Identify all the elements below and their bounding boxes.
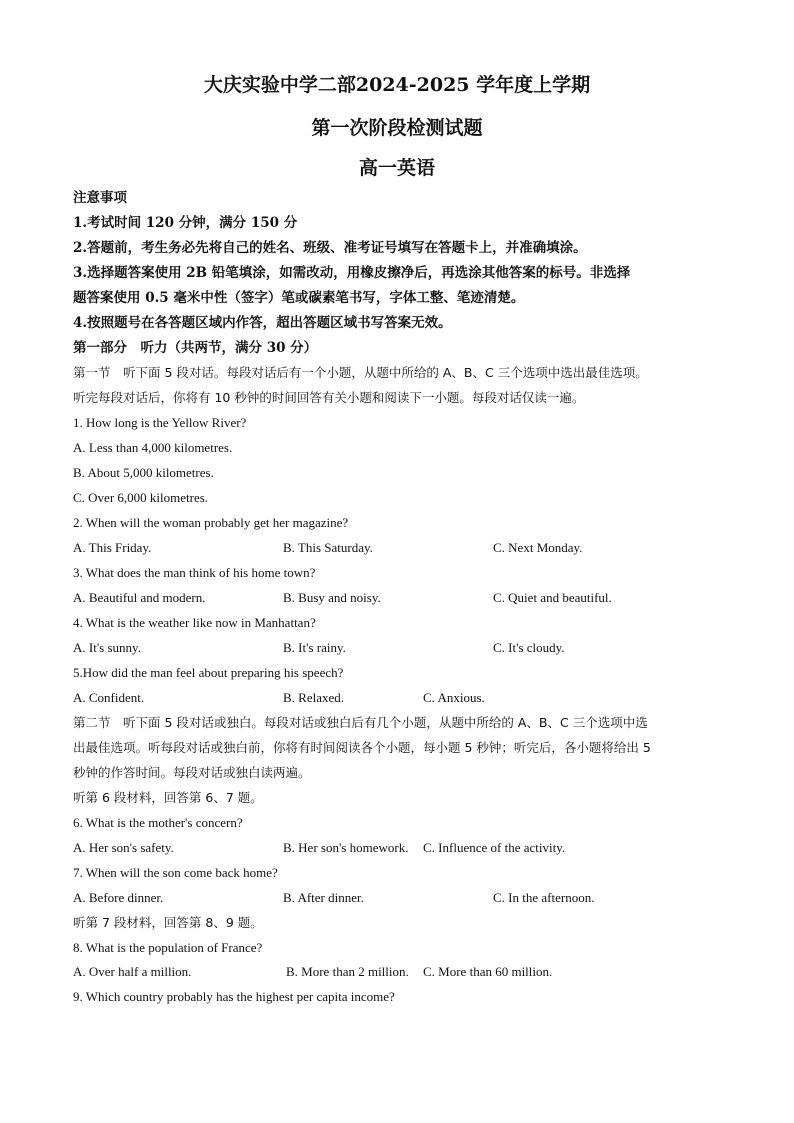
option-a: A. Her son's safety.: [73, 840, 174, 855]
option-b: B. After dinner.: [283, 890, 364, 905]
exam-subtitle: 第一次阶段检测试题: [311, 117, 483, 139]
option-b: B. More than 2 million.: [286, 964, 409, 979]
option-b: B. This Saturday.: [283, 540, 373, 555]
question-stem: 1. How long is the Yellow River?: [73, 415, 247, 430]
question-stem: 7. When will the son come back home?: [73, 865, 278, 880]
exam-title: 大庆实验中学二部2024-2025 学年度上学期: [203, 74, 591, 96]
option-a: A. Beautiful and modern.: [73, 590, 206, 605]
material-label: 听第 6 段材料，回答第 6、7 题。: [73, 790, 263, 805]
notice-heading: 注意事项: [73, 190, 127, 206]
question-stem: 3. What does the man think of his home town?: [73, 565, 316, 580]
option-b: B. It's rainy.: [283, 640, 346, 655]
option-c: C. Influence of the activity.: [423, 840, 566, 855]
option-a: A. Less than 4,000 kilometres.: [73, 440, 233, 455]
option-c: C. Quiet and beautiful.: [493, 590, 612, 605]
option-c: C. Next Monday.: [493, 540, 583, 555]
section2-instructions: 第二节 听下面 5 段对话或独白。每段对话或独白后有几个小题，从题中所给的 A、B、C 三个选项中选: [73, 715, 648, 730]
option-b: B. Busy and noisy.: [283, 590, 381, 605]
question-stem: 5.How did the man feel about preparing his speech?: [73, 665, 344, 680]
question-stem: 8. What is the population of France?: [73, 940, 263, 955]
option-a: A. It's sunny.: [73, 640, 141, 655]
option-c: C. Over 6,000 kilometres.: [73, 490, 209, 505]
notice-item: 1.考试时间 120 分钟，满分 150 分: [73, 215, 298, 231]
section1-instructions: 听完每段对话后，你将有 10 秒钟的时间回答有关小题和阅读下一小题。每段对话仅读一遍。: [73, 390, 585, 405]
option-a: A. Confident.: [73, 690, 145, 705]
section2-instructions: 秒钟的作答时间。每段对话或独白读两遍。: [73, 765, 311, 780]
section1-instructions: 第一节 听下面 5 段对话。每段对话后有一个小题，从题中所给的 A、B、C 三个选项中选出最佳选项。: [73, 365, 648, 380]
option-c: C. More than 60 million.: [423, 964, 553, 979]
option-c: C. In the afternoon.: [493, 890, 595, 905]
option-b: B. Relaxed.: [283, 690, 345, 705]
question-stem: 4. What is the weather like now in Manhattan?: [73, 615, 316, 630]
option-b: B. Her son's homework.: [283, 840, 409, 855]
question-stem: 6. What is the mother's concern?: [73, 815, 243, 830]
notice-item: 题答案使用 0.5 毫米中性（签字）笔或碳素笔书写，字体工整、笔迹清楚。: [73, 290, 525, 306]
material-label: 听第 7 段材料，回答第 8、9 题。: [73, 915, 263, 930]
option-c: C. It's cloudy.: [493, 640, 565, 655]
question-stem: 9. Which country probably has the highest per capita income?: [73, 989, 395, 1004]
option-b: B. About 5,000 kilometres.: [73, 465, 214, 480]
section2-instructions: 出最佳选项。听每段对话或独白前，你将有时间阅读各个小题，每小题 5 秒钟；听完后，各小题将给出 5: [73, 740, 651, 755]
option-a: A. Before dinner.: [73, 890, 164, 905]
option-c: C. Anxious.: [423, 690, 485, 705]
subject-title: 高一英语: [358, 157, 435, 179]
notice-item: 2.答题前，考生务必先将自己的姓名、班级、准考证号填写在答题卡上，并准确填涂。: [73, 240, 587, 256]
option-a: A. Over half a million.: [73, 964, 192, 979]
option-a: A. This Friday.: [73, 540, 152, 555]
part1-heading: 第一部分 听力（共两节，满分 30 分）: [73, 340, 318, 356]
notice-item: 4.按照题号在各答题区域内作答，超出答题区域书写答案无效。: [73, 315, 452, 331]
notice-item: 3.选择题答案使用 2B 铅笔填涂，如需改动，用橡皮擦净后，再选涂其他答案的标号。非选择: [73, 265, 631, 281]
question-stem: 2. When will the woman probably get her magazine?: [73, 515, 349, 530]
